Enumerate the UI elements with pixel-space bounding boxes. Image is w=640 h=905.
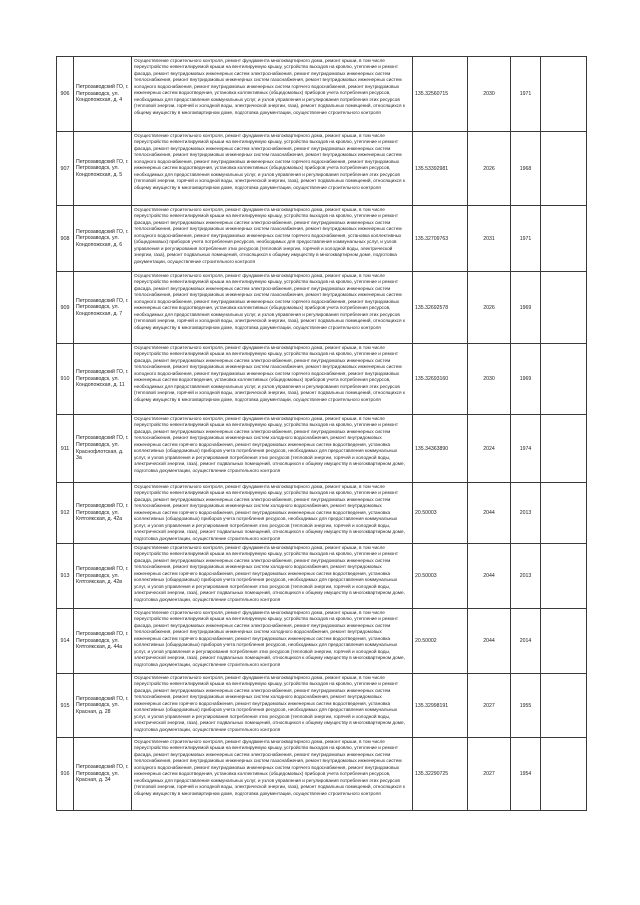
document-page xyxy=(56,56,586,811)
row-empty-cell xyxy=(541,544,587,609)
row-works-list: Осуществление строительного контроля, ремонт фундамента многоквартирного дома, ремонт крыши, в том числе переустройство невентилируемой крыши на вентилируемую крышу, устройство выходов на кровлю, утепление и ремонт фасада, ремонт внутридомовых инженерных систем электроснабжения, ремонт внутридомовых инженерных систем теплоснабжения, ремонт внутридомовых инженерных систем газоснабжения, ремонт внутридомовых инженерных систем холодного водоснабжения, ремонт внутридомовых инженерных систем горячего водоснабжения, ремонт внутридомовых инженерных систем водоотведения, установка коллективных (общедомовых) приборов учета потребления ресурсов, необходимых для предоставления коммунальных услуг, и узлов управления и регулирования потребления этих ресурсов (тепловой энергии, горячей и холодной воды, электрической энергии, газа), ремонт подвальных помещений, относящихся к общему имуществу в многоквартирном доме, подготовка документации, осуществление строительного контроля xyxy=(132,132,413,206)
row-planned-year: 2027 xyxy=(468,738,511,811)
row-number: 915 xyxy=(57,674,74,738)
capital-repair-table xyxy=(56,56,587,811)
row-code: 135.32692578 xyxy=(413,272,468,344)
row-code: 20.50003 xyxy=(413,483,468,544)
table-row xyxy=(57,132,587,206)
row-code: 135.53392981 xyxy=(413,132,468,206)
table-row xyxy=(57,483,587,544)
row-works-list: Осуществление строительного контроля, ремонт фундамента многоквартирного дома, ремонт крыши, в том числе переустройство невентилируемой крыши на вентилируемую крышу, устройство выходов на кровлю, утепление и ремонт фасада, ремонт внутридомовых инженерных систем электроснабжения, ремонт внутридомовых инженерных систем теплоснабжения, ремонт внутридомовых инженерных систем газоснабжения, ремонт внутридомовых инженерных систем холодного водоснабжения, ремонт внутридомовых инженерных систем горячего водоснабжения, установка коллективных (общедомовых) приборов учета потребления ресурсов, необходимых для предоставления коммунальных услуг, и узлов управления и регулирования потребления этих ресурсов (тепловой энергии, горячей и холодной воды, электрической энергии, газа), ремонт подвальных помещений, относящихся к общему имуществу в многоквартирном доме, подготовка документации, осуществление строительного контроля xyxy=(132,206,413,272)
row-works-list: Осуществление строительного контроля, ремонт фундамента многоквартирного дома, ремонт крыши, в том числе переустройство невентилируемой крыши на вентилируемую крышу, устройство выходов на кровлю, утепление и ремонт фасада, ремонт внутридомовых инженерных систем электроснабжения, ремонт внутридомовых инженерных систем теплоснабжения, ремонт внутридомовых инженерных систем холодного водоснабжения, ремонт внутридомовых инженерных систем горячего водоснабжения, ремонт внутридомовых инженерных систем водоотведения, установка коллективных (общедомовых) приборов учета потребления ресурсов, необходимых для предоставления коммунальных услуг, и узлов управления и регулирования потребления этих ресурсов (тепловой энергии, горячей и холодной воды, электрической энергии, газа), ремонт подвальных помещений, относящихся к общему имуществу в многоквартирном доме, подготовка документации, осуществление строительного контроля xyxy=(132,674,413,738)
row-number: 908 xyxy=(57,206,74,272)
row-built-year: 1968 xyxy=(511,132,541,206)
row-empty-cell xyxy=(541,344,587,415)
row-built-year: 1971 xyxy=(511,206,541,272)
row-planned-year: 2026 xyxy=(468,132,511,206)
row-planned-year: 2030 xyxy=(468,344,511,415)
row-works-list: Осуществление строительного контроля, ремонт фундамента многоквартирного дома, ремонт крыши, в том числе переустройство невентилируемой крыши на вентилируемую крышу, устройство выходов на кровлю, утепление и ремонт фасада, ремонт внутридомовых инженерных систем электроснабжения, ремонт внутридомовых инженерных систем теплоснабжения, ремонт внутридомовых инженерных систем холодного водоснабжения, ремонт внутридомовых инженерных систем горячего водоснабжения, ремонт внутридомовых инженерных систем водоотведения, установка коллективных (общедомовых) приборов учета потребления ресурсов, необходимых для предоставления коммунальных услуг, и узлов управления и регулирования потребления этих ресурсов (тепловой энергии, горячей и холодной воды, электрической энергии, газа), ремонт подвальных помещений, относящихся к общему имуществу в многоквартирном доме, подготовка документации, осуществление строительного контроля xyxy=(132,483,413,544)
row-built-year: 1969 xyxy=(511,272,541,344)
row-address: Петрозаводский ГО, г. Петрозаводск, ул. Кятгоякская, д. 44а xyxy=(74,609,132,674)
row-code: 135.32290725 xyxy=(413,738,468,811)
row-address: Петрозаводский ГО, г. Петрозаводск, ул. Кятгоякская, д. 42а xyxy=(74,483,132,544)
row-built-year: 1971 xyxy=(511,57,541,132)
row-built-year: 1974 xyxy=(511,415,541,483)
row-empty-cell xyxy=(541,206,587,272)
row-empty-cell xyxy=(541,132,587,206)
row-built-year: 2013 xyxy=(511,483,541,544)
row-empty-cell xyxy=(541,674,587,738)
row-planned-year: 2044 xyxy=(468,483,511,544)
row-address: Петрозаводский ГО, г. Петрозаводск, ул. Кондопожская, д. 4 xyxy=(74,57,132,132)
row-planned-year: 2031 xyxy=(468,206,511,272)
table-row xyxy=(57,206,587,272)
row-works-list: Осуществление строительного контроля, ремонт фундамента многоквартирного дома, ремонт крыши, в том числе переустройство невентилируемой крыши на вентилируемую крышу, устройство выходов на кровлю, утепление и ремонт фасада, ремонт внутридомовых инженерных систем электроснабжения, ремонт внутридомовых инженерных систем теплоснабжения, ремонт внутридомовых инженерных систем холодного водоснабжения, ремонт внутридомовых инженерных систем горячего водоснабжения, ремонт внутридомовых инженерных систем водоотведения, установка коллективных (общедомовых) приборов учета потребления ресурсов, необходимых для предоставления коммунальных услуг, и узлов управления и регулирования потребления этих ресурсов (тепловой энергии, горячей и холодной воды, электрической энергии, газа), ремонт подвальных помещений, относящихся к общему имуществу в многоквартирном доме, подготовка документации, осуществление строительного контроля xyxy=(132,544,413,609)
row-number: 906 xyxy=(57,57,74,132)
row-empty-cell xyxy=(541,272,587,344)
table-row xyxy=(57,344,587,415)
row-code: 20.50003 xyxy=(413,544,468,609)
row-planned-year: 2024 xyxy=(468,415,511,483)
row-planned-year: 2044 xyxy=(468,544,511,609)
table-row xyxy=(57,415,587,483)
row-code: 135.32560715 xyxy=(413,57,468,132)
table-row xyxy=(57,544,587,609)
row-address: Петрозаводский ГО, г. Петрозаводск, ул. Кондопожская, д. 7 xyxy=(74,272,132,344)
table-row xyxy=(57,609,587,674)
row-address: Петрозаводский ГО, г. Петрозаводск, ул. Кятгоякская, д. 42в xyxy=(74,544,132,609)
row-planned-year: 2030 xyxy=(468,57,511,132)
row-code: 135.32709763 xyxy=(413,206,468,272)
row-address: Петрозаводский ГО, г. Петрозаводск, ул. Кондопожская, д. 5 xyxy=(74,132,132,206)
row-code: 135.32693160 xyxy=(413,344,468,415)
row-planned-year: 2044 xyxy=(468,609,511,674)
row-number: 910 xyxy=(57,344,74,415)
row-empty-cell xyxy=(541,609,587,674)
row-works-list: Осуществление строительного контроля, ремонт фундамента многоквартирного дома, ремонт крыши, в том числе переустройство невентилируемой крыши на вентилируемую крышу, устройство выходов на кровлю, утепление и ремонт фасада, ремонт внутридомовых инженерных систем электроснабжения, ремонт внутридомовых инженерных систем теплоснабжения, ремонт внутридомовых инженерных систем газоснабжения, ремонт внутридомовых инженерных систем холодного водоснабжения, ремонт внутридомовых инженерных систем горячего водоснабжения, ремонт внутридомовых инженерных систем водоотведения, установка коллективных (общедомовых) приборов учета потребления ресурсов, необходимых для предоставления коммунальных услуг, и узлов управления и регулирования потребления этих ресурсов (тепловой энергии, горячей и холодной воды, электрической энергии, газа), ремонт подвальных помещений, относящихся к общему имуществу в многоквартирном доме, подготовка документации, осуществление строительного контроля xyxy=(132,344,413,415)
row-number: 914 xyxy=(57,609,74,674)
row-number: 907 xyxy=(57,132,74,206)
row-empty-cell xyxy=(541,483,587,544)
row-code: 135.34363890 xyxy=(413,415,468,483)
row-works-list: Осуществление строительного контроля, ремонт фундамента многоквартирного дома, ремонт крыши, в том числе переустройство невентилируемой крыши на вентилируемую крышу, устройство выходов на кровлю, утепление и ремонт фасада, ремонт внутридомовых инженерных систем электроснабжения, ремонт внутридомовых инженерных систем теплоснабжения, ремонт внутридомовых инженерных систем холодного водоснабжения, ремонт внутридомовых инженерных систем горячего водоснабжения, ремонт внутридомовых инженерных систем водоотведения, установка коллективных (общедомовых) приборов учета потребления ресурсов, необходимых для предоставления коммунальных услуг, и узлов управления и регулирования потребления этих ресурсов (тепловой энергии, горячей и холодной воды, электрической энергии, газа), ремонт подвальных помещений, относящихся к общему имуществу в многоквартирном доме, подготовка документации, осуществление строительного контроля xyxy=(132,609,413,674)
row-empty-cell xyxy=(541,738,587,811)
row-empty-cell xyxy=(541,415,587,483)
row-built-year: 1955 xyxy=(511,674,541,738)
row-address: Петрозаводский ГО, г. Петрозаводск, ул. Краснофлотская, д. 3а xyxy=(74,415,132,483)
row-planned-year: 2027 xyxy=(468,674,511,738)
row-works-list: Осуществление строительного контроля, ремонт фундамента многоквартирного дома, ремонт крыши, в том числе переустройство невентилируемой крыши на вентилируемую крышу, устройство выходов на кровлю, утепление и ремонт фасада, ремонт внутридомовых инженерных систем электроснабжения, ремонт внутридомовых инженерных систем теплоснабжения, ремонт внутридомовых инженерных систем газоснабжения, ремонт внутридомовых инженерных систем холодного водоснабжения, ремонт внутридомовых инженерных систем горячего водоснабжения, ремонт внутридомовых инженерных систем водоотведения, установка коллективных (общедомовых) приборов учета потребления ресурсов, необходимых для предоставления коммунальных услуг, и узлов управления и регулирования потребления этих ресурсов (тепловой энергии, горячей и холодной воды, электрической энергии, газа), ремонт подвальных помещений, относящихся к общему имуществу в многоквартирном доме, подготовка документации, осуществление строительного контроля xyxy=(132,57,413,132)
row-number: 912 xyxy=(57,483,74,544)
row-address: Петрозаводский ГО, г. Петрозаводск, ул. Кондопожская, д. 6 xyxy=(74,206,132,272)
row-address: Петрозаводский ГО, г. Петрозаводск, ул. Красная, д. 34 xyxy=(74,738,132,811)
row-works-list: Осуществление строительного контроля, ремонт фундамента многоквартирного дома, ремонт крыши, в том числе переустройство невентилируемой крыши на вентилируемую крышу, устройство выходов на кровлю, утепление и ремонт фасада, ремонт внутридомовых инженерных систем электроснабжения, ремонт внутридомовых инженерных систем теплоснабжения, ремонт внутридомовых инженерных систем газоснабжения, ремонт внутридомовых инженерных систем холодного водоснабжения, ремонт внутридомовых инженерных систем горячего водоснабжения, ремонт внутридомовых инженерных систем водоотведения, установка коллективных (общедомовых) приборов учета потребления ресурсов, необходимых для предоставления коммунальных услуг, и узлов управления и регулирования потребления этих ресурсов (тепловой энергии, горячей и холодной воды, электрической энергии, газа), ремонт подвальных помещений, относящихся к общему имуществу в многоквартирном доме, подготовка документации, осуществление строительного контроля xyxy=(132,738,413,811)
table-body xyxy=(57,57,587,811)
row-built-year: 2014 xyxy=(511,609,541,674)
row-address: Петрозаводский ГО, г. Петрозаводск, ул. Кондопожская, д. 11 xyxy=(74,344,132,415)
row-works-list: Осуществление строительного контроля, ремонт фундамента многоквартирного дома, ремонт крыши, в том числе переустройство невентилируемой крыши на вентилируемую крышу, устройство выходов на кровлю, утепление и ремонт фасада, ремонт внутридомовых инженерных систем электроснабжения, ремонт внутридомовых инженерных систем теплоснабжения, ремонт внутридомовых инженерных систем холодного водоснабжения, ремонт внутридомовых инженерных систем горячего водоснабжения, ремонт внутридомовых инженерных систем водоотведения, установка коллективных (общедомовых) приборов учета потребления ресурсов, необходимых для предоставления коммунальных услуг, и узлов управления и регулирования потребления этих ресурсов (тепловой энергии, горячей и холодной воды, электрической энергии, газа), ремонт подвальных помещений, относящихся к общему имуществу в многоквартирном доме, подготовка документации, осуществление строительного контроля xyxy=(132,415,413,483)
row-code: 135.32998191 xyxy=(413,674,468,738)
row-number: 916 xyxy=(57,738,74,811)
row-number: 913 xyxy=(57,544,74,609)
table-row xyxy=(57,272,587,344)
table-row xyxy=(57,674,587,738)
row-empty-cell xyxy=(541,57,587,132)
row-number: 909 xyxy=(57,272,74,344)
table-row xyxy=(57,57,587,132)
row-address: Петрозаводский ГО, г. Петрозаводск, ул. Красная, д. 28 xyxy=(74,674,132,738)
table-row xyxy=(57,738,587,811)
row-number: 911 xyxy=(57,415,74,483)
row-planned-year: 2026 xyxy=(468,272,511,344)
row-built-year: 1954 xyxy=(511,738,541,811)
row-built-year: 2013 xyxy=(511,544,541,609)
row-code: 20.50002 xyxy=(413,609,468,674)
row-built-year: 1969 xyxy=(511,344,541,415)
row-works-list: Осуществление строительного контроля, ремонт фундамента многоквартирного дома, ремонт крыши, в том числе переустройство невентилируемой крыши на вентилируемую крышу, устройство выходов на кровлю, утепление и ремонт фасада, ремонт внутридомовых инженерных систем электроснабжения, ремонт внутридомовых инженерных систем теплоснабжения, ремонт внутридомовых инженерных систем газоснабжения, ремонт внутридомовых инженерных систем холодного водоснабжения, ремонт внутридомовых инженерных систем горячего водоснабжения, ремонт внутридомовых инженерных систем водоотведения, установка коллективных (общедомовых) приборов учета потребления ресурсов, необходимых для предоставления коммунальных услуг, и узлов управления и регулирования потребления этих ресурсов (тепловой энергии, горячей и холодной воды, электрической энергии, газа), ремонт подвальных помещений, относящихся к общему имуществу в многоквартирном доме, подготовка документации, осуществление строительного контроля xyxy=(132,272,413,344)
